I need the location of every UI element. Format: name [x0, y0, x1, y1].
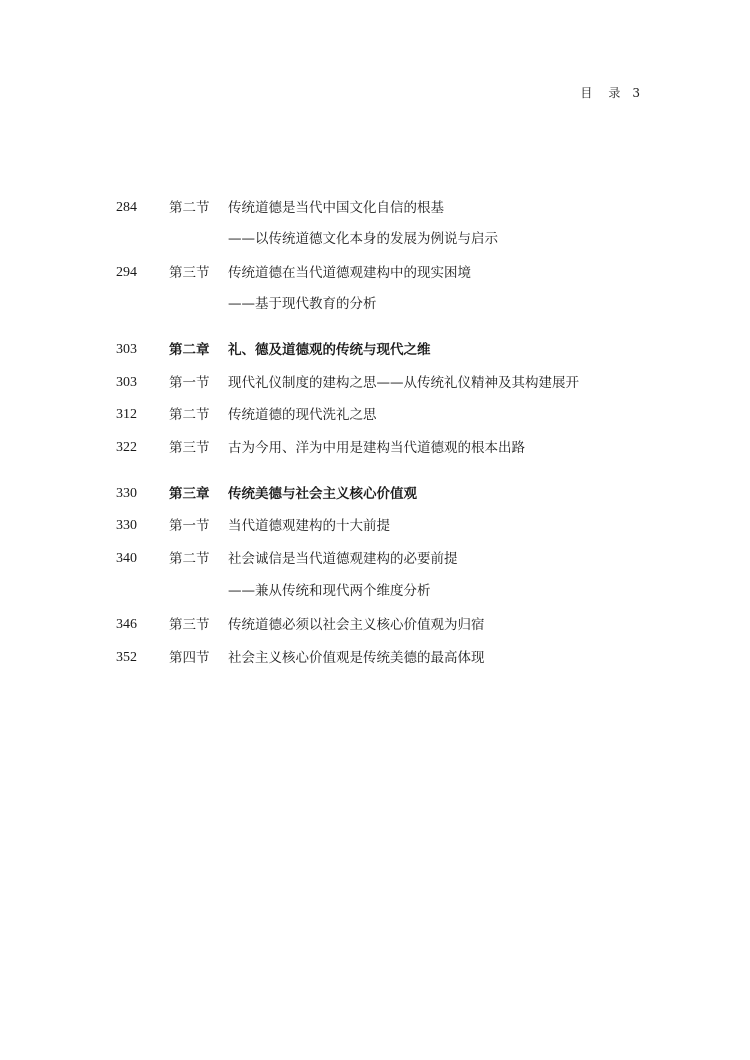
entry-label: 第三节	[169, 440, 210, 456]
header-page-number: 3	[632, 86, 642, 100]
toc-entry[interactable]	[0, 614, 750, 636]
toc-entry[interactable]	[0, 437, 750, 459]
entry-label: 第二节	[169, 551, 210, 567]
entry-page-number: 330	[116, 486, 137, 501]
entry-title: 当代道德观建构的十大前提	[228, 518, 390, 534]
entry-title: 现代礼仪制度的建构之思——从传统礼仪精神及其构建展开	[228, 375, 579, 391]
entry-title: 礼、德及道德观的传统与现代之维	[228, 342, 431, 358]
entry-label: 第四节	[169, 650, 210, 666]
toc-entry[interactable]	[0, 548, 750, 570]
entry-subtitle: ——以传统道德文化本身的发展为例说与启示	[228, 231, 498, 247]
toc-entry[interactable]	[0, 262, 750, 284]
entry-subtitle: ——兼从传统和现代两个维度分析	[228, 583, 431, 599]
entry-title: 古为今用、洋为中用是建构当代道德观的根本出路	[228, 440, 525, 456]
entry-title: 传统道德的现代洗礼之思	[228, 407, 377, 423]
entry-page-number: 346	[116, 617, 137, 632]
toc-entry[interactable]	[0, 647, 750, 669]
toc-entry[interactable]	[0, 372, 750, 394]
entry-label: 第三节	[169, 617, 210, 633]
entry-page-number: 284	[116, 200, 137, 215]
entry-page-number: 312	[116, 407, 137, 422]
toc-entry-subtitle	[0, 293, 750, 315]
toc-entry[interactable]	[0, 404, 750, 426]
toc-entry-subtitle	[0, 580, 750, 602]
toc-entry-subtitle	[0, 228, 750, 250]
toc-entry[interactable]	[0, 515, 750, 537]
entry-label: 第二章	[169, 342, 210, 358]
entry-label: 第三章	[169, 486, 210, 502]
entry-title: 传统道德在当代道德观建构中的现实困境	[228, 265, 471, 281]
entry-subtitle: ——基于现代教育的分析	[228, 296, 377, 312]
header-title: 目 录	[580, 86, 623, 100]
entry-label: 第一节	[169, 375, 210, 391]
entry-label: 第一节	[169, 518, 210, 534]
entry-title: 传统美德与社会主义核心价值观	[228, 486, 417, 502]
toc-entry[interactable]	[0, 197, 750, 219]
entry-page-number: 294	[116, 265, 137, 280]
entry-page-number: 330	[116, 518, 137, 533]
entry-page-number: 303	[116, 342, 137, 357]
entry-page-number: 352	[116, 650, 137, 665]
entry-title: 社会诚信是当代道德观建构的必要前提	[228, 551, 458, 567]
entry-title: 传统道德是当代中国文化自信的根基	[228, 200, 444, 216]
entry-page-number: 303	[116, 375, 137, 390]
toc-chapter-entry[interactable]	[0, 483, 750, 505]
entry-page-number: 322	[116, 440, 137, 455]
entry-title: 社会主义核心价值观是传统美德的最高体现	[228, 650, 485, 666]
entry-label: 第二节	[169, 407, 210, 423]
entry-label: 第三节	[169, 265, 210, 281]
toc-chapter-entry[interactable]	[0, 339, 750, 361]
entry-label: 第二节	[169, 200, 210, 216]
entry-title: 传统道德必须以社会主义核心价值观为归宿	[228, 617, 485, 633]
entry-page-number: 340	[116, 551, 137, 566]
